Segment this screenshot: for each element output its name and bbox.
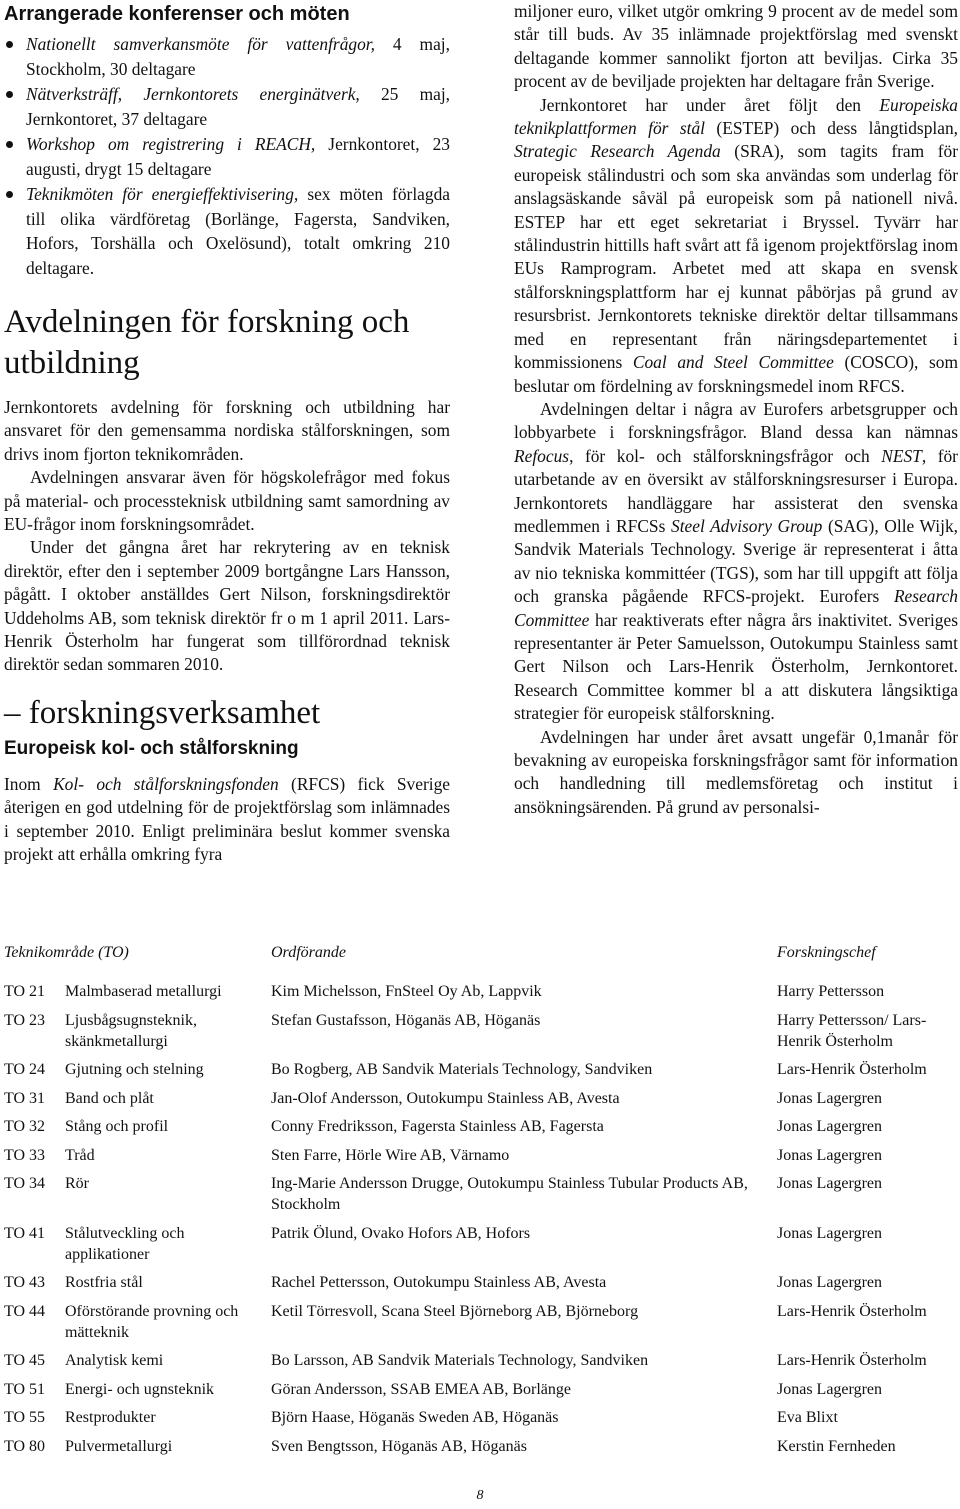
event-details: sex möten förlagda till olika värdföretag (Borlänge, Fagersta, Sandviken, Hofors, Torshälla och Oxelösund), totalt omkring 210 deltagare. [26,184,450,278]
to-name: Oförstörande provning och mätteknik [65,1302,239,1341]
paragraph-rfcs [4,773,450,867]
bullet-icon [6,191,13,198]
to-chief: Jonas Lagergren [777,1118,882,1135]
to-code: TO 21 [4,983,46,1000]
table-row [4,1059,958,1088]
to-chief: Eva Blixt [777,1409,838,1426]
to-chair: Jan-Olof Andersson, Outokumpu Stainless AB, Avesta [271,1089,620,1107]
table-row [4,1116,958,1145]
to-code: TO 31 [4,1089,46,1107]
bullet-icon [6,91,13,98]
to-chief: Jonas Lagergren [777,1175,882,1192]
to-chief: Jonas Lagergren [777,1146,882,1164]
text-run: har reaktiverats efter några års inaktivitet. Sveriges representanter är Peter Samuelsson, Outokumpu Stainless samt Gert Nilson och Lars-Henrik Österholm, Jernkontoret. Research Committee kommer bl a att diskutera långsiktiga strategier för europeisk stålforskning. [514,609,958,724]
header-chief: Forskningschef [777,944,876,961]
table-row [4,1407,958,1436]
text-run: (COSCO), som beslutar om fördelning av forskningsmedel inom RFCS. [514,352,958,396]
text-run-italic: Steel Advisory Group [671,515,823,536]
header-area: Teknikområde (TO) [4,944,129,961]
list-item [4,82,450,131]
to-chair: Patrik Ölund, Ovako Hofors AB, Hofors [271,1224,531,1242]
to-code: TO 33 [4,1146,46,1164]
text-run-italic: Research Committee [514,586,958,630]
to-chief: Jonas Lagergren [777,1380,882,1398]
to-name: Ljusbågsugnsteknik, skänkmetallurgi [65,1011,197,1050]
to-name: Energi- och ugnsteknik [65,1380,215,1398]
event-name: Workshop om registrering i REACH, [26,134,316,154]
page-number: 8 [476,1488,484,1503]
table-row [4,1301,958,1351]
event-name: Nätverksträff, Jernkontorets energinätverk, [26,84,360,104]
table-row [4,981,958,1010]
to-chair: Rachel Pettersson, Outokumpu Stainless AB, Avesta [271,1274,607,1291]
text-run-italic: Europeiska teknikplattformen för stål [514,94,958,139]
to-chair: Ketil Törresvoll, Scana Steel Björneborg AB, Björneborg [271,1302,639,1320]
section-title-research: – forskningsverksamhet [4,694,321,731]
paragraph-eurofer [514,398,958,726]
text-run-italic: Coal and Steel Committee [632,352,834,373]
text-run-italic: Kol- och stålforskningsfonden [53,773,279,794]
table-row [4,1223,958,1273]
subheading-rfcs: Europeisk kol- och stålforskning [4,737,299,759]
to-chair: Kim Michelsson, FnSteel Oy Ab, Lappvik [271,983,542,1000]
to-code: TO 55 [4,1409,46,1426]
table-row [4,1088,958,1117]
text-run: Inom [4,773,54,794]
to-code: TO 23 [4,1011,46,1029]
table-row [4,1010,958,1060]
to-name: Malmbaserad metallurgi [65,983,222,1000]
text-run: (SAG), Olle Wijk, Sandvik Materials Technology. Sverige är representerat i åtta av nio tekniska kommittéer (TGS), som har till uppgift att följa och granska pågående RFCS-projekt. Eurofers [514,515,958,607]
event-details: 25 maj, Jernkontoret, 37 deltagare [26,84,450,129]
to-chief: Lars-Henrik Österholm [777,1061,927,1078]
to-chair: Ing-Marie Andersson Drugge, Outokumpu Stainless Tubular Products AB, Stockholm [271,1175,748,1213]
list-item [4,132,450,181]
table-row [4,1145,958,1174]
to-code: TO 45 [4,1352,46,1369]
to-code: TO 41 [4,1224,46,1242]
to-chair: Sten Farre, Hörle Wire AB, Värnamo [271,1146,510,1164]
to-name: Band och plåt [65,1089,154,1107]
table-row [4,1436,958,1465]
conferences-heading: Arrangerade konferenser och möten [4,3,350,25]
to-chief: Jonas Lagergren [777,1274,882,1291]
table-body [4,981,958,1464]
text-run: Jernkontoret har under året följt den [540,94,880,115]
event-name: Nationellt samverkansmöte för vattenfrågor, [26,34,375,54]
list-item [4,32,450,81]
to-name: Rör [65,1175,89,1192]
text-run: , för utarbetande av en översikt av stålforskningsresurser i Europa. Jernkontorets handläggare har assisterat den svenska medlemmen i RFCSs [514,445,958,536]
to-chief: Jonas Lagergren [777,1224,882,1242]
to-name: Restprodukter [65,1409,156,1426]
paragraph: Avdelningen ansvarar även för högskolefrågor med fokus på material- och processteknisk utbildning samt samordning av EU-frågor inom forskningsområdet. [4,467,450,535]
text-run-italic: NEST [881,445,922,466]
table-row [4,1350,958,1379]
to-code: TO 80 [4,1437,46,1455]
paragraph: Avdelningen har under året avsatt ungefär 0,1manår för bevakning av europeiska forskningsfrågor samt för information och handledning till medlemsföretag och institut i ansökningsärenden. På grund av personalsi- [514,726,958,817]
bullet-icon [6,41,13,48]
to-name: Gjutning och stelning [65,1061,204,1078]
right-column [514,0,958,819]
event-name: Teknikmöten för energieffektivisering, [26,184,299,204]
to-code: TO 24 [4,1061,46,1078]
to-chief: Harry Pettersson/ Lars-Henrik Österholm [777,1011,927,1050]
to-chair: Conny Fredriksson, Fagersta Stainless AB, Fagersta [271,1118,604,1135]
event-details: Jernkontoret, 23 augusti, drygt 15 deltagare [26,134,450,179]
left-column [4,0,450,867]
technical-areas-table [4,942,958,1464]
list-item [4,182,450,280]
event-details: 4 maj, Stockholm, 30 deltagare [26,34,450,79]
to-chair: Björn Haase, Höganäs Sweden AB, Höganäs [271,1409,559,1426]
to-code: TO 51 [4,1380,46,1398]
table-row [4,1173,958,1223]
section-title: Avdelningen för forskning och utbildning [4,304,410,381]
to-chief: Jonas Lagergren [777,1089,882,1107]
paragraph: Under det gångna året har rekrytering av en teknisk direktör, efter den i september 2009 bortgångne Lars Hansson, pågått. I oktober anställdes Gert Nilson, forskningsdirektör Uddeholms AB, som teknisk direktör fr o m 1 april 2011. Lars-Henrik Österholm har fungerat som tillförordnad teknisk direktör sedan sommaren 2010. [4,537,450,675]
to-name: Rostfria stål [65,1274,143,1291]
paragraph: miljoner euro, vilket utgör omkring 9 procent av de medel som står till buds. Av 35 inlämnade projektförslag med svenskt deltagande kommer sannolikt fjorton att beviljas. Cirka 35 procent av de beviljade projekten har deltagare från Sverige. [514,1,958,92]
to-code: TO 32 [4,1118,46,1135]
to-code: TO 43 [4,1274,46,1291]
to-name: Pulvermetallurgi [65,1437,173,1455]
to-chair: Sven Bengtsson, Höganäs AB, Höganäs [271,1437,527,1455]
to-chief: Lars-Henrik Österholm [777,1302,927,1320]
text-run-italic: Strategic Research Agenda [514,141,721,162]
to-name: Stång och profil [65,1118,169,1135]
to-chair: Göran Andersson, SSAB EMEA AB, Borlänge [271,1380,571,1398]
text-run: (ESTEP) och dess långtidsplan, [704,118,958,139]
conference-list [4,32,450,280]
to-chief: Harry Pettersson [777,983,885,1000]
text-run-italic: Refocus [514,445,570,466]
table-row [4,1272,958,1301]
to-chair: Bo Larsson, AB Sandvik Materials Technology, Sandviken [271,1352,649,1369]
paragraph-estep [514,94,958,398]
to-chair: Bo Rogberg, AB Sandvik Materials Technology, Sandviken [271,1061,653,1078]
text-run: (RFCS) fick Sverige återigen en god utdelning för de projektförslag som inlämnades i september 2010. Enligt preliminära beslut kommer svenska projekt att erhålla omkring fyra [4,773,451,865]
to-chief: Lars-Henrik Österholm [777,1352,927,1369]
to-chief: Kerstin Fernheden [777,1437,896,1455]
table-header-row [4,942,958,981]
to-name: Analytisk kemi [65,1352,164,1369]
to-code: TO 34 [4,1175,46,1192]
text-run: , för kol- och stålforskningsfrågor och [569,445,882,466]
to-chair: Stefan Gustafsson, Höganäs AB, Höganäs [271,1011,541,1029]
to-name: Stålutveckling och applikationer [65,1224,185,1263]
text-run: Avdelningen deltar i några av Eurofers arbetsgrupper och lobbyarbete i forskningsfrågor. Bland dessa kan nämnas [514,398,958,443]
to-code: TO 44 [4,1302,46,1320]
table-row [4,1379,958,1408]
to-name: Tråd [65,1146,95,1164]
header-chair: Ordförande [271,944,346,961]
text-run: (SRA), som tagits fram för europeisk stålindustri och som ska användas som underlag för anslagsäskande såväl på europeisk som på nationell nivå. ESTEP har ett eget sekretariat i Bryssel. Tyvärr har stålindustrin hittills haft svårt att få igenom projektförslag inom EUs Ramprogram. Arbetet med att skapa en svensk stålforskningsplattform har ej kunnat påbörjas på grund av resursbrist. Jernkontorets tekniske direktör deltar tillsammans med en representant från näringsdepartementet i kommissionens [514,141,958,373]
paragraph: Jernkontorets avdelning för forskning och utbildning har ansvaret för den gemensamma nordiska stålforskningen, som drivs inom fjorton teknikområden. [4,397,450,464]
bullet-icon [6,141,13,148]
